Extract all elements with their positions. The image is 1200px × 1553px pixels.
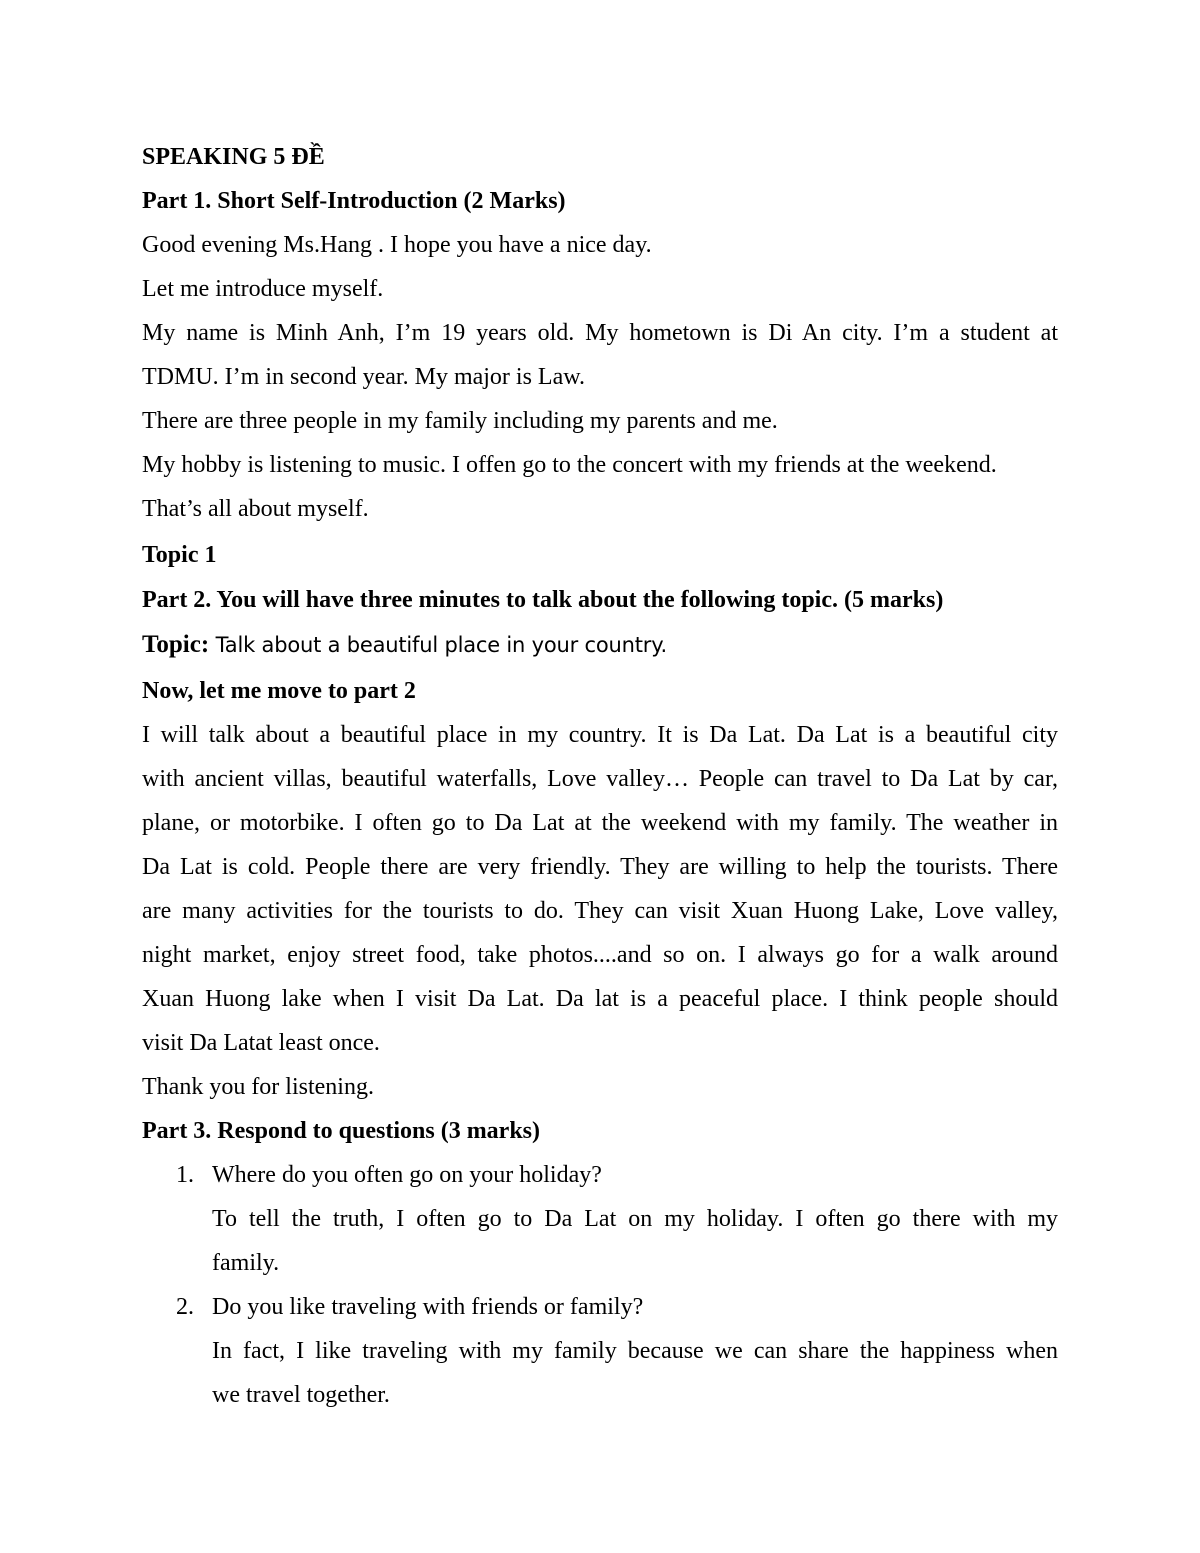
part2-line: plane, or motorbike. I often go to Da Lat at the weekend with my family. The weather in	[142, 810, 1058, 836]
topic1-label: Topic 1	[142, 542, 217, 568]
part2-line: visit Da Latat least once.	[142, 1030, 380, 1056]
part1-line: My hobby is listening to music. I offen go to the concert with my friends at the weekend.	[142, 452, 997, 478]
part1-line: Good evening Ms.Hang . I hope you have a nice day.	[142, 232, 652, 258]
part1-line: TDMU. I’m in second year. My major is Law.	[142, 364, 586, 390]
part2-line: night market, enjoy street food, take photos....and so on. I always go for a walk around	[142, 942, 1058, 968]
part1-heading: Part 1. Short Self-Introduction (2 Marks)	[142, 188, 566, 214]
part2-closing: Thank you for listening.	[142, 1074, 374, 1100]
part2-line: Da Lat is cold. People there are very friendly. They are willing to help the tourists. There	[142, 854, 1058, 880]
part2-line: Xuan Huong lake when I visit Da Lat. Da lat is a peaceful place. I think people should	[142, 986, 1058, 1012]
part2-heading: Part 2. You will have three minutes to talk about the following topic. (5 marks)	[142, 587, 944, 613]
part2-line: I will talk about a beautiful place in my country. It is Da Lat. Da Lat is a beautiful city	[142, 722, 1058, 748]
part1-line: Let me introduce myself.	[142, 276, 384, 302]
question-text: Where do you often go on your holiday?	[212, 1162, 602, 1188]
part3-heading: Part 3. Respond to questions (3 marks)	[142, 1118, 541, 1144]
question-number: 1.	[176, 1162, 194, 1188]
part2-line: with ancient villas, beautiful waterfalls, Love valley… People can travel to Da Lat by car,	[142, 766, 1058, 792]
answer-line: family.	[212, 1250, 280, 1276]
topic-line	[142, 630, 667, 660]
answer-line: In fact, I like traveling with my family because we can share the happiness when	[212, 1338, 1058, 1364]
part1-line: That’s all about myself.	[142, 496, 369, 522]
part1-line: My name is Minh Anh, I’m 19 years old. My hometown is Di An city. I’m a student at	[142, 320, 1058, 346]
question-text: Do you like traveling with friends or family?	[212, 1294, 644, 1320]
topic-label: Topic:	[142, 631, 210, 658]
answer-line: To tell the truth, I often go to Da Lat on my holiday. I often go there with my	[212, 1206, 1058, 1232]
part2-move-line: Now, let me move to part 2	[142, 678, 416, 704]
part2-line: are many activities for the tourists to do. They can visit Xuan Huong Lake, Love valley,	[142, 898, 1058, 924]
part1-line: There are three people in my family including my parents and me.	[142, 408, 778, 434]
answer-line: we travel together.	[212, 1382, 390, 1408]
document-title: SPEAKING 5 ĐỀ	[142, 144, 325, 170]
topic-text: Talk about a beautiful place in your country.	[209, 633, 667, 657]
question-number: 2.	[176, 1294, 194, 1320]
